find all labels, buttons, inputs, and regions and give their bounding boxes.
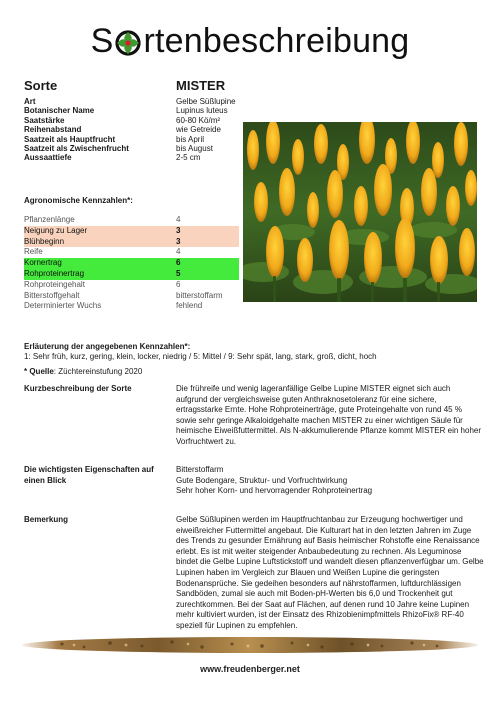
agro-row: Reife 4 <box>24 247 181 257</box>
title-part-1: S <box>90 22 114 60</box>
remarks-section <box>24 515 484 635</box>
agro-row: Pflanzenlänge 4 <box>24 215 181 224</box>
attribute-row: Reihenabstand wie Getreide <box>24 125 221 135</box>
clover-logo-icon <box>114 25 142 59</box>
agro-row: Bitterstoffgehalt bitterstoffarm <box>24 290 223 300</box>
attribute-row: Saatzeit als Hauptfrucht bis April <box>24 134 205 144</box>
key-properties-section <box>24 465 484 501</box>
property-item: Gute Bodengare, Struktur- und Vorfruchtwirkung <box>176 475 348 485</box>
agro-title: Agronomische Kennzahlen*: <box>24 196 133 205</box>
property-item: Bitterstoffarm <box>176 465 224 474</box>
title-part-2: rtenbeschreibung <box>143 22 410 60</box>
source-note: * Quelle: Züchtereinstufung 2020 <box>24 367 143 376</box>
key-properties-label: Die wichtigsten Eigenschaften auf einen Blick <box>24 465 154 485</box>
lupine-field-photo <box>243 122 477 302</box>
agro-row-highlight: Rohproteinertrag 5 <box>24 269 239 280</box>
basic-attributes-table <box>24 97 244 163</box>
sorte-value: MISTER <box>176 78 226 93</box>
page-header <box>0 22 500 61</box>
remarks-text: Gelbe Süßlupinen werden im Hauptfruchtanbau zur Erzeugung hochwertiger und eiweißreicher Futtermittel angebaut. Die Kulturart hat in den letzten Jahren im Zuge des Trends zu gesunder Ernährung auf Basis heimischer Rohstoffe eine Renaissance erlebt. Es ist mit weiter steigender Anbaubedeutung zu rechnen. Als Leguminose bindet die Gelbe Lupine Luftstickstoff und wandelt diesen pflanzenverfügbar um. Gelbe Lupinen haben im Vergleich zur Blauen und Weißen Lupine die geringsten Bodenansprüche. Sie gedeihen besonders auf nährstoffarmen, luftdurchlässigen Sandböden, zumal sie auch mit Boden-pH-Werten bis 6,0 und Trockenheit gut zurechtkommen. Bei der Saat auf Flächen, auf denen rund 10 Jahre keine Lupinen mehr kultiviert wurden, ist der Einsatz des Rhizobienimpfmittels RhizoFix® RF-40 speziell für Lupinen zu empfehlen. <box>176 515 484 630</box>
seed-band-decoration <box>22 636 478 654</box>
agro-row-highlight: Blühbeginn 3 <box>24 237 239 248</box>
agro-row-highlight: Kornertrag 6 <box>24 258 239 269</box>
agro-row: Determinierter Wuchs fehlend <box>24 301 203 311</box>
legend-title: Erläuterung der angegebenen Kennzahlen*: <box>24 342 191 351</box>
legend-text: 1: Sehr früh, kurz, gering, klein, locker, niedrig / 5: Mittel / 9: Sehr spät, lang, stark, groß, dicht, hoch <box>24 352 377 361</box>
short-description-label: Kurzbeschreibung der Sorte <box>24 384 132 393</box>
attribute-row: Art Gelbe Süßlupine <box>24 97 236 106</box>
attribute-row: Saatzeit als Zwischenfrucht bis August <box>24 143 213 153</box>
lupine-field-illustration <box>243 122 477 302</box>
attribute-row: Saatstärke 60-80 Kö/m² <box>24 115 221 125</box>
attribute-row: Botanischer Name Lupinus luteus <box>24 106 228 116</box>
agro-row: Rohproteingehalt 6 <box>24 279 181 289</box>
property-item: Sehr hoher Korn- und hervorragender Rohproteinertrag <box>176 486 373 496</box>
legend-block <box>24 342 484 362</box>
website-link[interactable]: www.freudenberger.net <box>200 664 300 674</box>
remarks-label: Bemerkung <box>24 515 69 524</box>
short-description-section <box>24 384 484 460</box>
page-title <box>91 22 410 61</box>
short-description-text: Die frühreife und wenig lageranfällige Gelbe Lupine MISTER eignet sich auch aufgrund der vergleichsweise guten Anthraknosetoleranz für eine sichere, ertragsstarke Ernte. Hohe Rohproteinerträge, gute Proteingehalte von rund 45 % sowie sehr geringe Alkaloidgehalte machen MISTER zu einer wichtigen Säule für heimische Eiweißfuttermittel. Als N-akkumulierende Pflanze kommt MISTER ein hoher Vorfruchtwert zu. <box>176 384 481 446</box>
attribute-row: Aussaattiefe 2-5 cm <box>24 153 201 163</box>
agro-row-highlight: Neigung zu Lager 3 <box>24 226 239 237</box>
key-properties-list <box>176 465 484 497</box>
agro-table <box>24 215 239 312</box>
sorte-label: Sorte <box>24 78 58 93</box>
